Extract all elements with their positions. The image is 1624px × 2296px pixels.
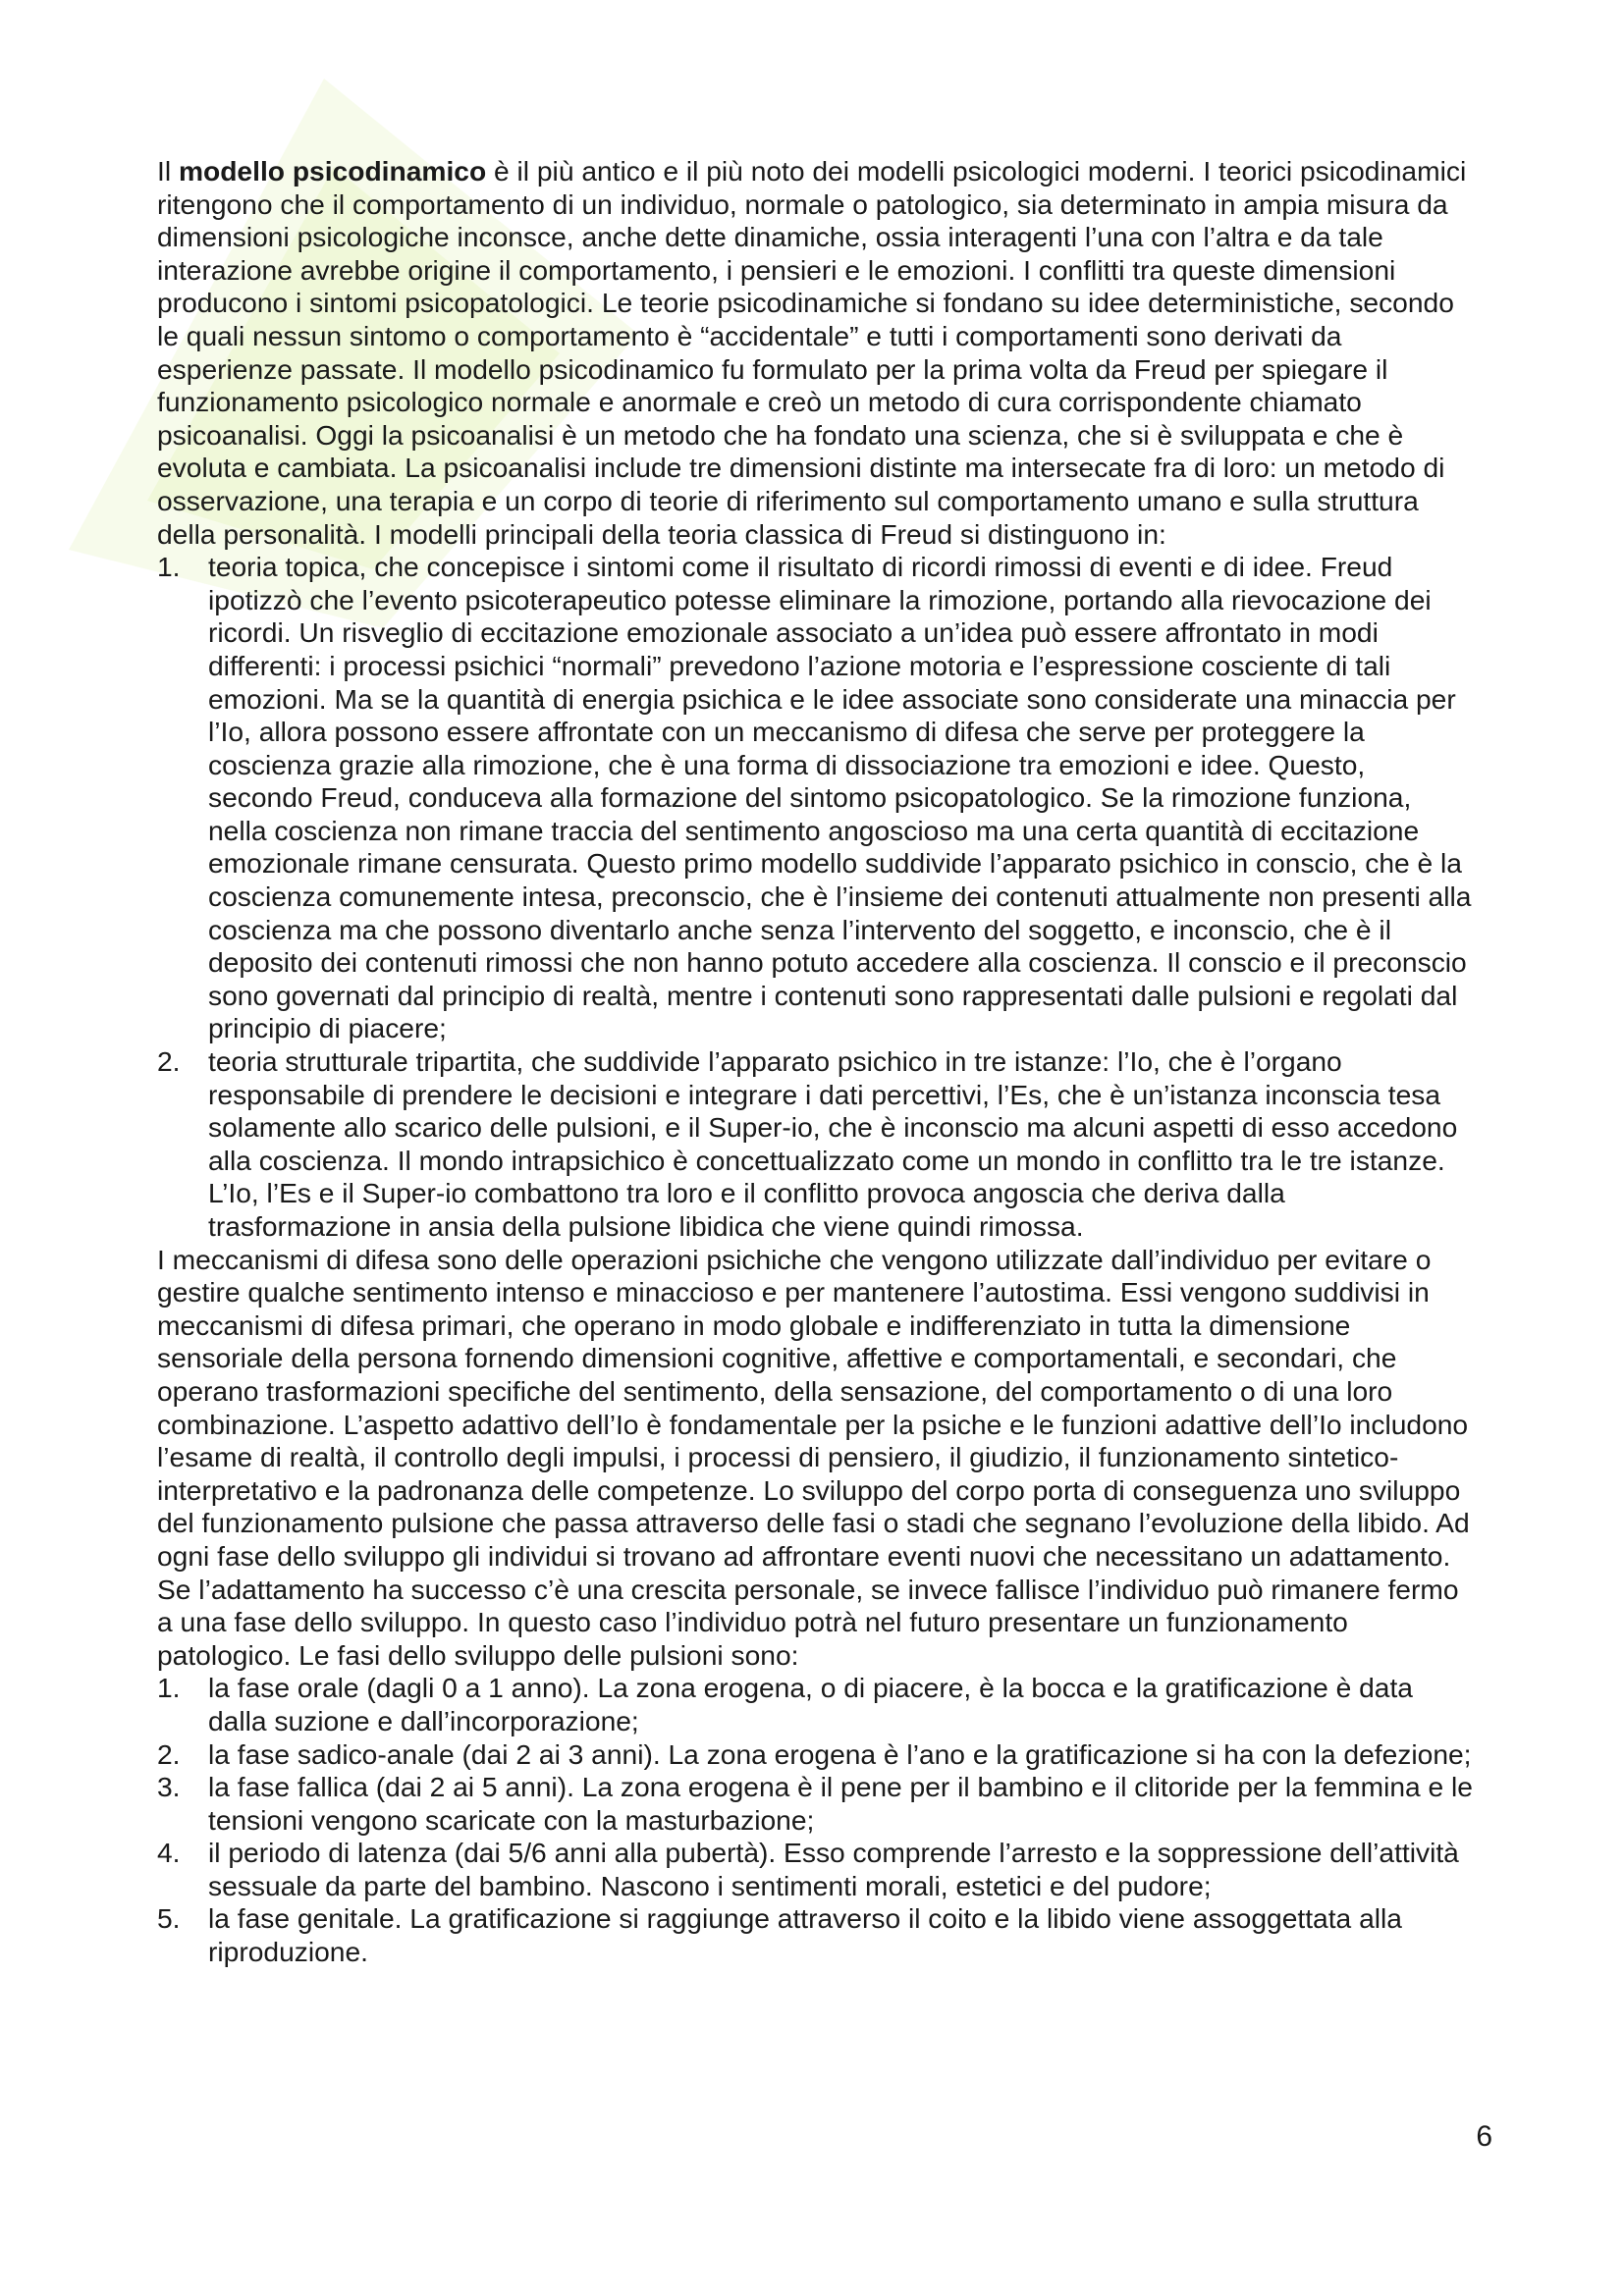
list-item [157,1837,1473,1902]
list-item [157,551,1473,1045]
intro-lead: Il [157,155,179,187]
list-number: 2. [157,1045,181,1078]
intro-bold-term: modello psicodinamico [178,155,487,187]
defense-paragraph: I meccanismi di difesa sono delle operazioni psichiche che vengono utilizzate dall’individuo per evitare o gestire qualche sentimento intenso e minaccioso e per mantenere l’autostima. Essi vengono suddivisi in meccanismi di difesa primari, che operano in modo globale e indifferenziato in tutta la dimensione sensoriale della persona fornendo dimensioni cognitive, affettive e comportamentali, e secondari, che operano trasformazioni specifiche del sentimento, della sensazione, del comportamento o di una loro combinazione. L’aspetto adattivo dell’Io è fondamentale per la psiche e le funzioni adattive dell’Io includono l’esame di realtà, il controllo degli impulsi, i processi di pensiero, il giudizio, il funzionamento sintetico-interpretativo e la padronanza delle competenze. Lo sviluppo del corpo porta di conseguenza uno sviluppo del funzionamento pulsione che passa attraverso delle fasi o stadi che segnano l’evoluzione della libido. Ad ogni fase dello sviluppo gli individui si trovano ad affrontare eventi nuovi che necessitano un adattamento. Se l’adattamento ha successo c’è una crescita personale, se invece fallisce l’individuo può rimanere fermo a una fase dello sviluppo. In questo caso l’individuo potrà nel futuro presentare un funzionamento patologico. Le fasi dello sviluppo delle pulsioni sono: [157,1243,1470,1671]
list-number: 5. [157,1902,181,1935]
list-number: 1. [157,551,181,583]
list-item [157,1771,1473,1837]
intro-paragraph [157,155,1473,551]
phases-list [157,1672,1473,1968]
list-text: la fase fallica (dai 2 ai 5 anni). La zona erogena è il pene per il bambino e il clitoride per la femmina e le tensioni vengono scaricate con la masturbazione; [208,1771,1473,1836]
list-number: 2. [157,1737,181,1770]
theories-list [157,551,1473,1243]
list-number: 3. [157,1771,181,1803]
list-text: la fase genitale. La gratificazione si raggiunge attraverso il coito e la libido viene assoggettata alla riproduzione. [208,1902,1402,1968]
list-text: la fase sadico-anale (dai 2 ai 3 anni). La zona erogena è l’ano e la gratificazione si ha con la defezione; [208,1737,1472,1770]
list-text: teoria strutturale tripartita, che suddivide l’apparato psichico in tre istanze: l’Io, che è l’organo responsabile di prendere le decisioni e integrare i dati percettivi, l’Es, che è un’istanza inconscia tesa solamente allo scarico delle pulsioni, e il Super-io, che è inconscio ma alcuni aspetti di esso accedono alla coscienza. Il mondo intrapsichico è concettualizzato come un mondo in conflitto tra le tre istanze. L’Io, l’Es e il Super-io combattono tra loro e il conflitto provoca angoscia che deriva dalla trasformazione in ansia della pulsione libidica che viene quindi rimossa. [208,1045,1458,1242]
list-item [157,1672,1473,1737]
list-text: teoria topica, che concepisce i sintomi come il risultato di ricordi rimossi di eventi e di idee. Freud ipotizzò che l’evento psicoterapeutico potesse eliminare la rimozione, portando alla rievocazione dei ricordi. Un risveglio di eccitazione emozionale associato a un’idea può essere affrontato in modi differenti: i processi psichici “normali” prevedono l’azione motoria e l’espressione cosciente di tali emozioni. Ma se la quantità di energia psichica e le idee associate sono considerate una minaccia per l’Io, allora possono essere affrontate con un meccanismo di difesa che serve per proteggere la coscienza grazie alla rimozione, che è una forma di dissociazione tra emozioni e idee. Questo, secondo Freud, conduceva alla formazione del sintomo psicopatologico. Se la rimozione funziona, nella coscienza non rimane traccia del sentimento angoscioso ma una certa quantità di eccitazione emozionale rimane censurata. Questo primo modello suddivide l’apparato psichico in conscio, che è la coscienza comunemente intesa, preconscio, che è l’insieme dei contenuti attualmente non presenti alla coscienza ma che possono diventarlo anche senza l’intervento del soggetto, e inconscio, che è il deposito dei contenuti rimossi che non hanno potuto accedere alla coscienza. Il conscio e il preconscio sono governati dal principio di realtà, mentre i contenuti sono rappresentati dalle pulsioni e regolati dal principio di piacere; [208,551,1472,1044]
list-text: il periodo di latenza (dai 5/6 anni alla pubertà). Esso comprende l’arresto e la soppressione dell’attività sessuale da parte del bambino. Nascono i sentimenti morali, estetici e del pudore; [208,1837,1459,1901]
list-number: 1. [157,1672,181,1704]
list-item [157,1045,1473,1244]
list-text: la fase orale (dagli 0 a 1 anno). La zona erogena, o di piacere, è la bocca e la gratificazione è data dalla suzione e dall’incorporazione; [208,1672,1413,1736]
list-item [157,1902,1473,1968]
document-body [157,155,1473,1969]
list-number: 4. [157,1837,181,1869]
intro-text: è il più antico e il più noto dei modelli psicologici moderni. I teorici psicodinamici ritengono che il comportamento di un individuo, normale o patologico, sia determinato in ampia misura da dimensioni psicologiche inconsce, anche dette dinamiche, ossia interagenti l’una con l’altra e da tale interazione avrebbe origine il comportamento, i pensieri e le emozioni. I conflitti tra queste dimensioni producono i sintomi psicopatologici. Le teorie psicodinamiche si fondano su idee deterministiche, secondo le quali nessun sintomo o comportamento è “accidentale” e tutti i comportamenti sono derivati da esperienze passate. Il modello psicodinamico fu formulato per la prima volta da Freud per spiegare il funzionamento psicologico normale e anormale e creò un metodo di cura corrispondente chiamato psicoanalisi. Oggi la psicoanalisi è un metodo che ha fondato una scienza, che si è sviluppata e che è evoluta e cambiata. La psicoanalisi include tre dimensioni distinte ma intersecate fra di loro: un metodo di osservazione, una terapia e un corpo di teorie di riferimento sul comportamento umano e sulla struttura della personalità. I modelli principali della teoria classica di Freud si distinguono in: [157,155,1467,550]
list-item [157,1738,1473,1772]
page-number: 6 [1476,2120,1492,2153]
